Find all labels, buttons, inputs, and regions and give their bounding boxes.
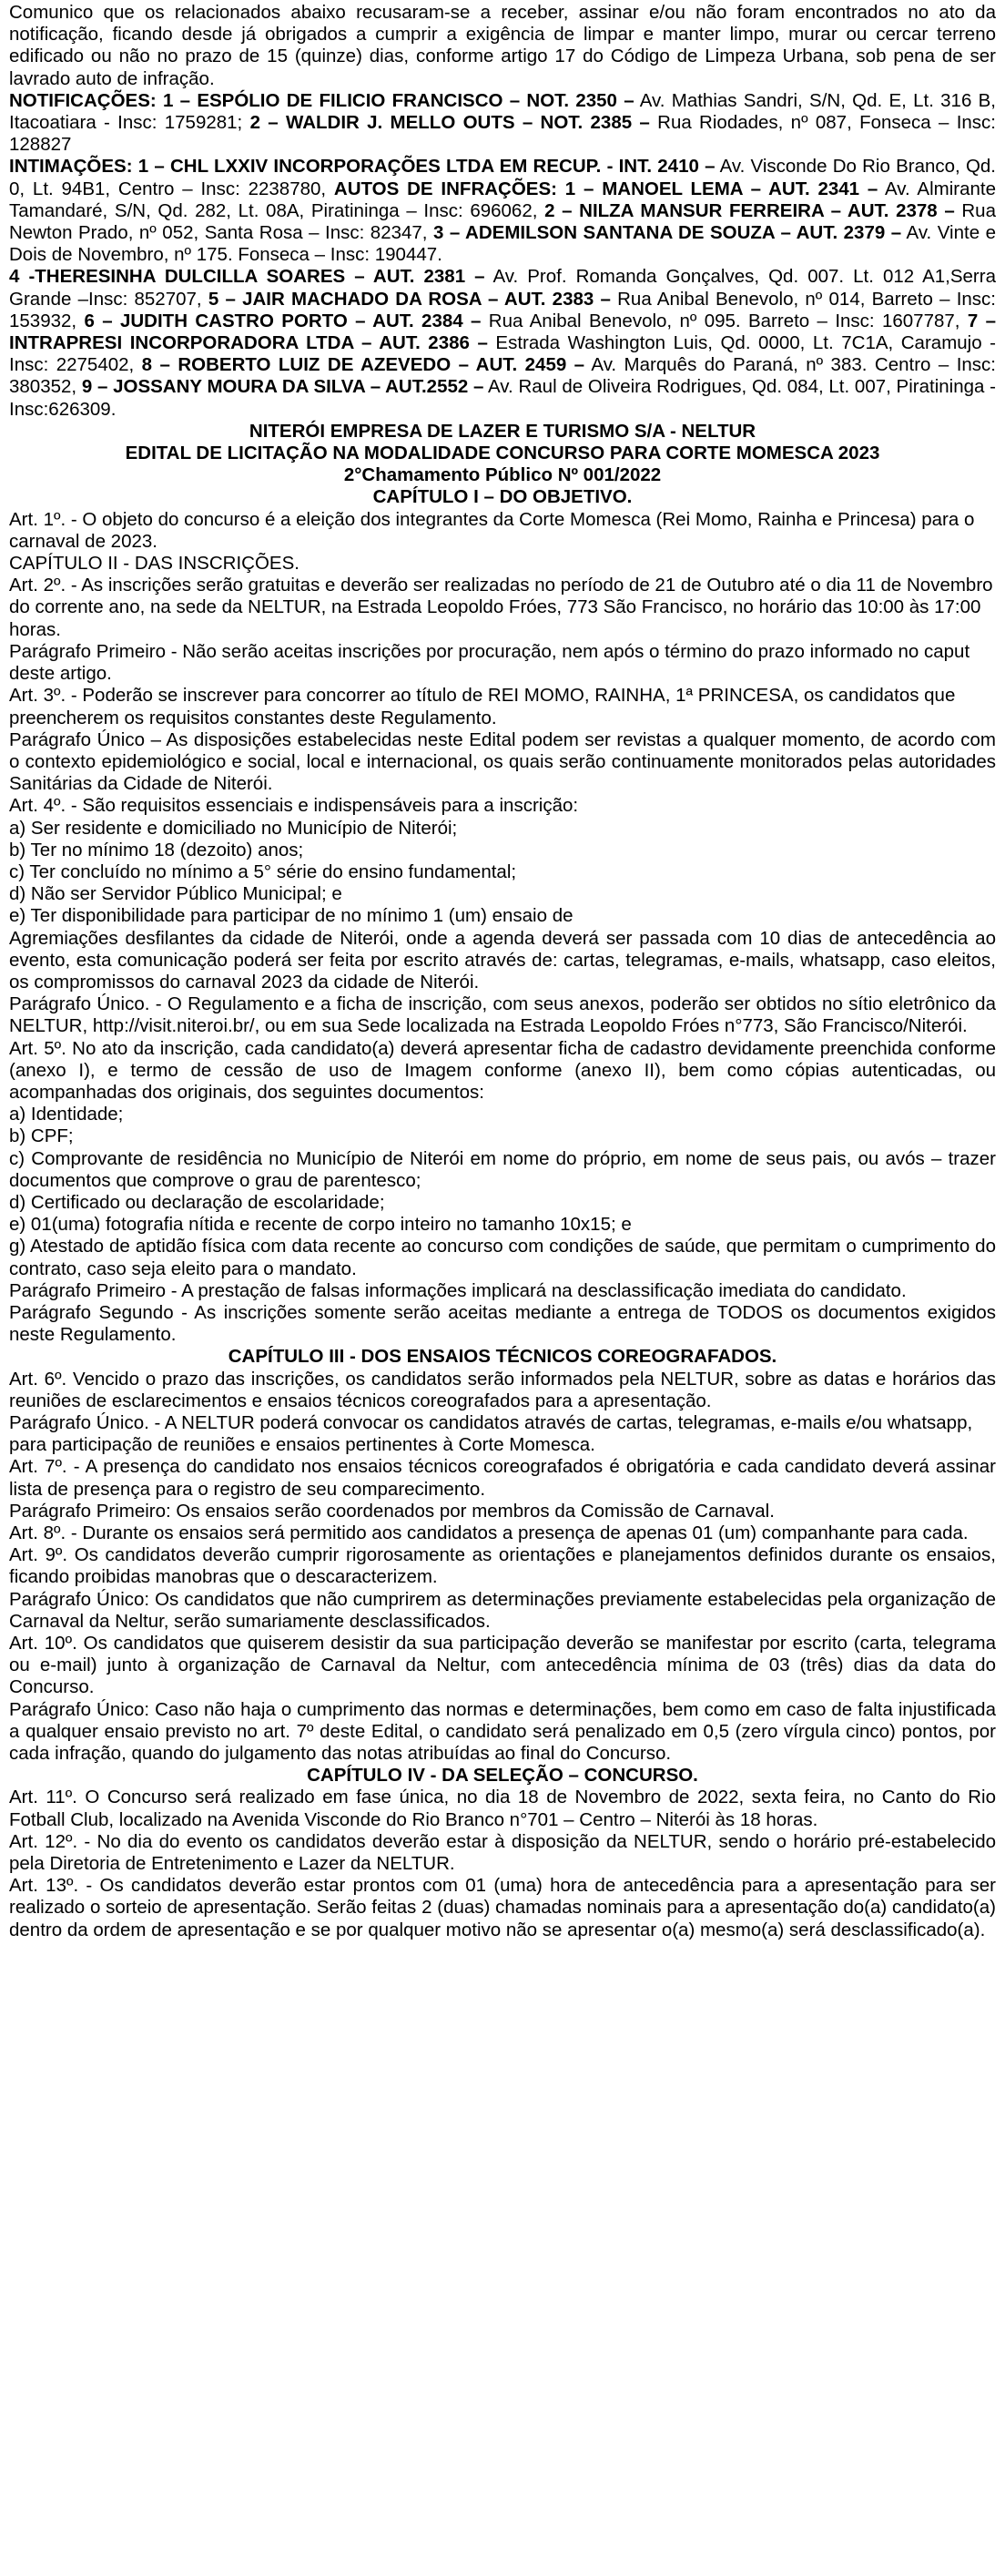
notice-address: Av. Raul de Oliveira Rodrigues, Qd. 084, Lt. 007, Piratininga - Insc:626309. bbox=[9, 376, 996, 420]
article-paragraph: Parágrafo Primeiro - Não serão aceitas inscrições por procuração, nem após o término do prazo informado no caput deste artigo. bbox=[9, 640, 970, 685]
article-paragraph: Parágrafo Segundo - As inscrições somente serão aceitas mediante a entrega de TODOS os documentos exigidos neste Regulamento. bbox=[9, 1301, 996, 1346]
article-paragraph: Parágrafo Único – As disposições estabelecidas neste Edital podem ser revistas a qualquer momento, de acordo com o contexto epidemiológico e social, local e internacional, os quais serão continuamente monitorados pelas autoridades Sanitárias da Cidade de Niterói. bbox=[9, 728, 996, 795]
article-paragraph: Parágrafo Primeiro - A prestação de falsas informações implicará na desclassificação imediata do candidato. bbox=[9, 1279, 907, 1301]
notice-label: NOTIFICAÇÕES: 1 – ESPÓLIO DE FILICIO FRANCISCO – NOT. 2350 – bbox=[9, 89, 634, 111]
notice-address: Estrada Washington Luis, Qd. 0000, Lt. 7C1A, Caramujo - Insc: 2275402, bbox=[9, 332, 996, 376]
article-paragraph: e) Ter disponibilidade para participar de no mínimo 1 (um) ensaio de bbox=[9, 905, 574, 927]
article-paragraph: a) Ser residente e domiciliado no Município de Niterói; bbox=[9, 817, 458, 839]
article-paragraph: Parágrafo Único: Os candidatos que não cumprirem as determinações previamente estabelecidas pela organização de Carnaval da Neltur, serão sumariamente desclassificados. bbox=[9, 1588, 996, 1632]
article-paragraph: Art. 11º. O Concurso será realizado em fase única, no dia 18 de Novembro de 2022, sexta feira, no Canto do Rio Fotball Club, localizado na Avenida Visconde do Rio Branco n°701 – Centro – Niterói às 18 horas. bbox=[9, 1787, 996, 1830]
article-paragraph: Parágrafo Primeiro: Os ensaios serão coordenados por membros da Comissão de Carnaval. bbox=[9, 1500, 775, 1522]
edital-call-number: 2°Chamamento Público Nº 001/2022 bbox=[343, 464, 662, 486]
notice-label: AUTOS DE INFRAÇÕES: 1 – MANOEL LEMA – AUT. 2341 – bbox=[333, 178, 878, 199]
notice-address: Av. Almirante Tamandaré, S/N, Qd. 282, Lt. 08A, Piratininga – Insc: 696062, bbox=[9, 178, 996, 221]
notificacoes-paragraph bbox=[9, 90, 996, 157]
notice-address: Rua Anibal Benevolo, nº 095. Barreto – Insc: 1607787, bbox=[481, 310, 968, 331]
article-paragraph: b) Ter no mínimo 18 (dezoito) anos; bbox=[9, 839, 304, 860]
article-paragraph: Parágrafo Único. - O Regulamento e a ficha de inscrição, com seus anexos, poderão ser obtidos no sítio eletrônico da NELTUR, http://visit.niteroi.br/, ou em sua Sede localizada na Estrada Leopoldo Fróes n°773, São Francisco/Niterói. bbox=[9, 993, 996, 1037]
article-paragraph: Art. 8º. - Durante os ensaios será permitido aos candidatos a presença de apenas 01 (um) companhante para cada. bbox=[9, 1522, 969, 1544]
notice-label: 2 – WALDIR J. MELLO OUTS – NOT. 2385 – bbox=[249, 112, 650, 134]
article-paragraph: d) Não ser Servidor Público Municipal; e bbox=[9, 883, 342, 905]
notice-label: 5 – JAIR MACHADO DA ROSA – AUT. 2383 – bbox=[208, 288, 611, 310]
notice-label: 3 – ADEMILSON SANTANA DE SOUZA – AUT. 2379 – bbox=[433, 222, 902, 244]
notice-address: Av. Marquês do Paraná, nº 383. Centro – Insc: 380352, bbox=[9, 354, 996, 398]
article-paragraph: b) CPF; bbox=[9, 1125, 74, 1147]
intimacoes-paragraph bbox=[9, 156, 996, 266]
chapter-4-body bbox=[9, 1787, 996, 1940]
notice-address: Av. Vinte e Dois de Novembro, nº 175. Fonseca – Insc: 190447. bbox=[9, 222, 997, 266]
article-paragraph: Art. 9º. Os candidatos deverão cumprir rigorosamente as orientações e planejamentos definidos durante os ensaios, ficando proibidas manobras que o descaracterizem. bbox=[9, 1544, 996, 1588]
article-paragraph: g) Atestado de aptidão física com data recente ao concurso com condições de saúde, que permitam o cumprimento do contrato, caso seja eleito para o mandato. bbox=[9, 1236, 996, 1279]
article-paragraph: Parágrafo Único: Caso não haja o cumprimento das normas e determinações, bem como em caso de falta injustificada a qualquer ensaio previsto no art. 7º deste Edital, o candidato será penalizado em 0,5 (zero vírgula cinco) pontos, por cada infração, quando do julgamento das notas atribuídas ao final do Concurso. bbox=[9, 1698, 996, 1765]
article-paragraph: c) Ter concluído no mínimo a 5° série do ensino fundamental; bbox=[9, 860, 517, 882]
article-paragraph: Art. 2º. - As inscrições serão gratuitas e deverão ser realizadas no período de 21 de Outubro até o dia 11 de Novembro do corrente ano, na sede da NELTUR, na Estrada Leopoldo Fróes, 773 São Francisco, no horário das 10:00 às 17:00 horas. bbox=[9, 575, 993, 640]
chapter-1-heading: CAPÍTULO I – DO OBJETIVO. bbox=[372, 486, 633, 508]
notice-label: 2 – NILZA MANSUR FERREIRA – AUT. 2378 – bbox=[544, 199, 955, 221]
notice-address: Rua Newton Prado, nº 052, Santa Rosa – Insc: 82347, bbox=[9, 199, 996, 244]
notice-label: 9 – JOSSANY MOURA DA SILVA – AUT.2552 – bbox=[81, 376, 484, 398]
article-paragraph: Art. 1º. - O objeto do concurso é a eleição dos integrantes da Corte Momesca (Rei Momo, Rainha e Princesa) para o carnaval de 2023. bbox=[9, 508, 975, 552]
edital-title: EDITAL DE LICITAÇÃO NA MODALIDADE CONCURSO PARA CORTE MOMESCA 2023 bbox=[125, 443, 880, 464]
article-paragraph: Art. 10º. Os candidatos que quiserem desistir da sua participação deverão se manifestar por escrito (carta, telegrama ou e-mail) junto à organização de Carnaval da Neltur, com antecedência mínima de 03 (três) dias da data do Concurso. bbox=[9, 1633, 996, 1698]
article-paragraph: Parágrafo Único. - A NELTUR poderá convocar os candidatos através de cartas, telegramas, e-mails e/ou whatsapp, para participação de reuniões e ensaios pertinentes à Corte Momesca. bbox=[9, 1412, 973, 1456]
notice-address: Av. Mathias Sandri, S/N, Qd. E, Lt. 316 B, Itacoatiara - Insc: 1759281; bbox=[9, 89, 996, 134]
article-paragraph: Art. 5º. No ato da inscrição, cada candidato(a) deverá apresentar ficha de cadastro devidamente preenchida conforme (anexo I), e termo de cessão de uso de Imagem conforme (anexo II), bem como cópias autenticadas, ou acompanhadas dos originais, dos seguintes documentos: bbox=[9, 1037, 996, 1103]
article-paragraph: a) Identidade; bbox=[9, 1104, 124, 1125]
article-paragraph: e) 01(uma) fotografia nítida e recente de corpo inteiro no tamanho 10x15; e bbox=[9, 1214, 632, 1236]
article-paragraph: Art. 6º. Vencido o prazo das inscrições, os candidatos serão informados pela NELTUR, sobre as datas e horários das reuniões de esclarecimentos e ensaios técnicos coreografados para a apresentação. bbox=[9, 1368, 996, 1411]
notice-address: Av. Visconde Do Rio Branco, Qd. 0, Lt. 94B1, Centro – Insc: 2238780, bbox=[9, 156, 997, 199]
notice-label: 8 – ROBERTO LUIZ DE AZEVEDO – AUT. 2459 – bbox=[141, 354, 585, 376]
article-paragraph: c) Comprovante de residência no Município de Niterói em nome do próprio, em nome de seus pais, ou avós – trazer documentos que comprove o grau de parentesco; bbox=[9, 1147, 996, 1191]
notice-label: 6 – JUDITH CASTRO PORTO – AUT. 2384 – bbox=[84, 310, 482, 331]
notice-label: INTIMAÇÕES: 1 – CHL LXXIV INCORPORAÇÕES LTDA EM RECUP. - INT. 2410 – bbox=[9, 156, 716, 178]
article-paragraph: Art. 13º. - Os candidatos deverão estar prontos com 01 (uma) hora de antecedência para a apresentação para ser realizado o sorteio de apresentação. Serão feitas 2 (duas) chamadas nominais para a apresentação do(a) candidato(a) dentro da ordem de apresentação e se por qualquer motivo não se apresentar o(a) mesmo(a) será desclassificado(a). bbox=[9, 1875, 996, 1940]
notification-intro: Comunico que os relacionados abaixo recusaram-se a receber, assinar e/ou não foram encontrados no ato da notificação, ficando desde já obrigados a cumprir a exigência de limpar e manter limpo, murar ou cercar terreno edificado ou não no prazo de 15 (quinze) dias, conforme artigo 17 do Código de Limpeza Urbana, sob pena de ser lavrado auto de infração. bbox=[9, 2, 996, 89]
chapter-3-body bbox=[9, 1369, 996, 1766]
article-paragraph: Art. 12º. - No dia do evento os candidatos deverão estar à disposição da NELTUR, sendo o horário pré-estabelecido pela Diretoria de Entretenimento e Lazer da NELTUR. bbox=[9, 1830, 996, 1875]
article-paragraph: d) Certificado ou declaração de escolaridade; bbox=[9, 1191, 385, 1213]
edital-org-title: NITERÓI EMPRESA DE LAZER E TURISMO S/A - NELTUR bbox=[249, 420, 756, 442]
article-paragraph: CAPÍTULO II - DAS INSCRIÇÕES. bbox=[9, 553, 299, 575]
notice-label: 4 -THERESINHA DULCILLA SOARES – AUT. 2381 – bbox=[9, 266, 485, 288]
notice-address: Av. Prof. Romanda Gonçalves, Qd. 007. Lt. 012 A1,Serra Grande –Insc: 852707, bbox=[9, 266, 996, 310]
article-paragraph: Agremiações desfilantes da cidade de Niterói, onde a agenda deverá ser passada com 10 dias de antecedência ao evento, esta comunicação poderá ser feita por escrito através de: cartas, telegramas, e-mails, whatsapp, caso eleitos, os compromissos do carnaval 2023 da cidade de Niterói. bbox=[9, 927, 996, 993]
article-paragraph: Art. 3º. - Poderão se inscrever para concorrer ao título de REI MOMO, RAINHA, 1ª PRINCESA, os candidatos que preencherem os requisitos constantes deste Regulamento. bbox=[9, 685, 956, 728]
chapter-1-2-body bbox=[9, 509, 996, 1347]
notice-address: Rua Riodades, nº 087, Fonseca – Insc: 128827 bbox=[9, 112, 996, 156]
article-paragraph: Art. 4º. - São requisitos essenciais e indispensáveis para a inscrição: bbox=[9, 795, 579, 817]
chapter-3-heading: CAPÍTULO III - DOS ENSAIOS TÉCNICOS COREOGRAFADOS. bbox=[228, 1346, 777, 1368]
autos-paragraph bbox=[9, 266, 996, 420]
chapter-4-heading: CAPÍTULO IV - DA SELEÇÃO – CONCURSO. bbox=[307, 1765, 698, 1787]
notice-label: 7 – INTRAPRESI INCORPORADORA LTDA – AUT. 2386 – bbox=[9, 310, 996, 354]
notice-address: Rua Anibal Benevolo, nº 014, Barreto – Insc: 153932, bbox=[9, 288, 996, 331]
article-paragraph: Art. 7º. - A presença do candidato nos ensaios técnicos coreografados é obrigatória e cada candidato deverá assinar lista de presença para o registro de seu comparecimento. bbox=[9, 1456, 996, 1500]
